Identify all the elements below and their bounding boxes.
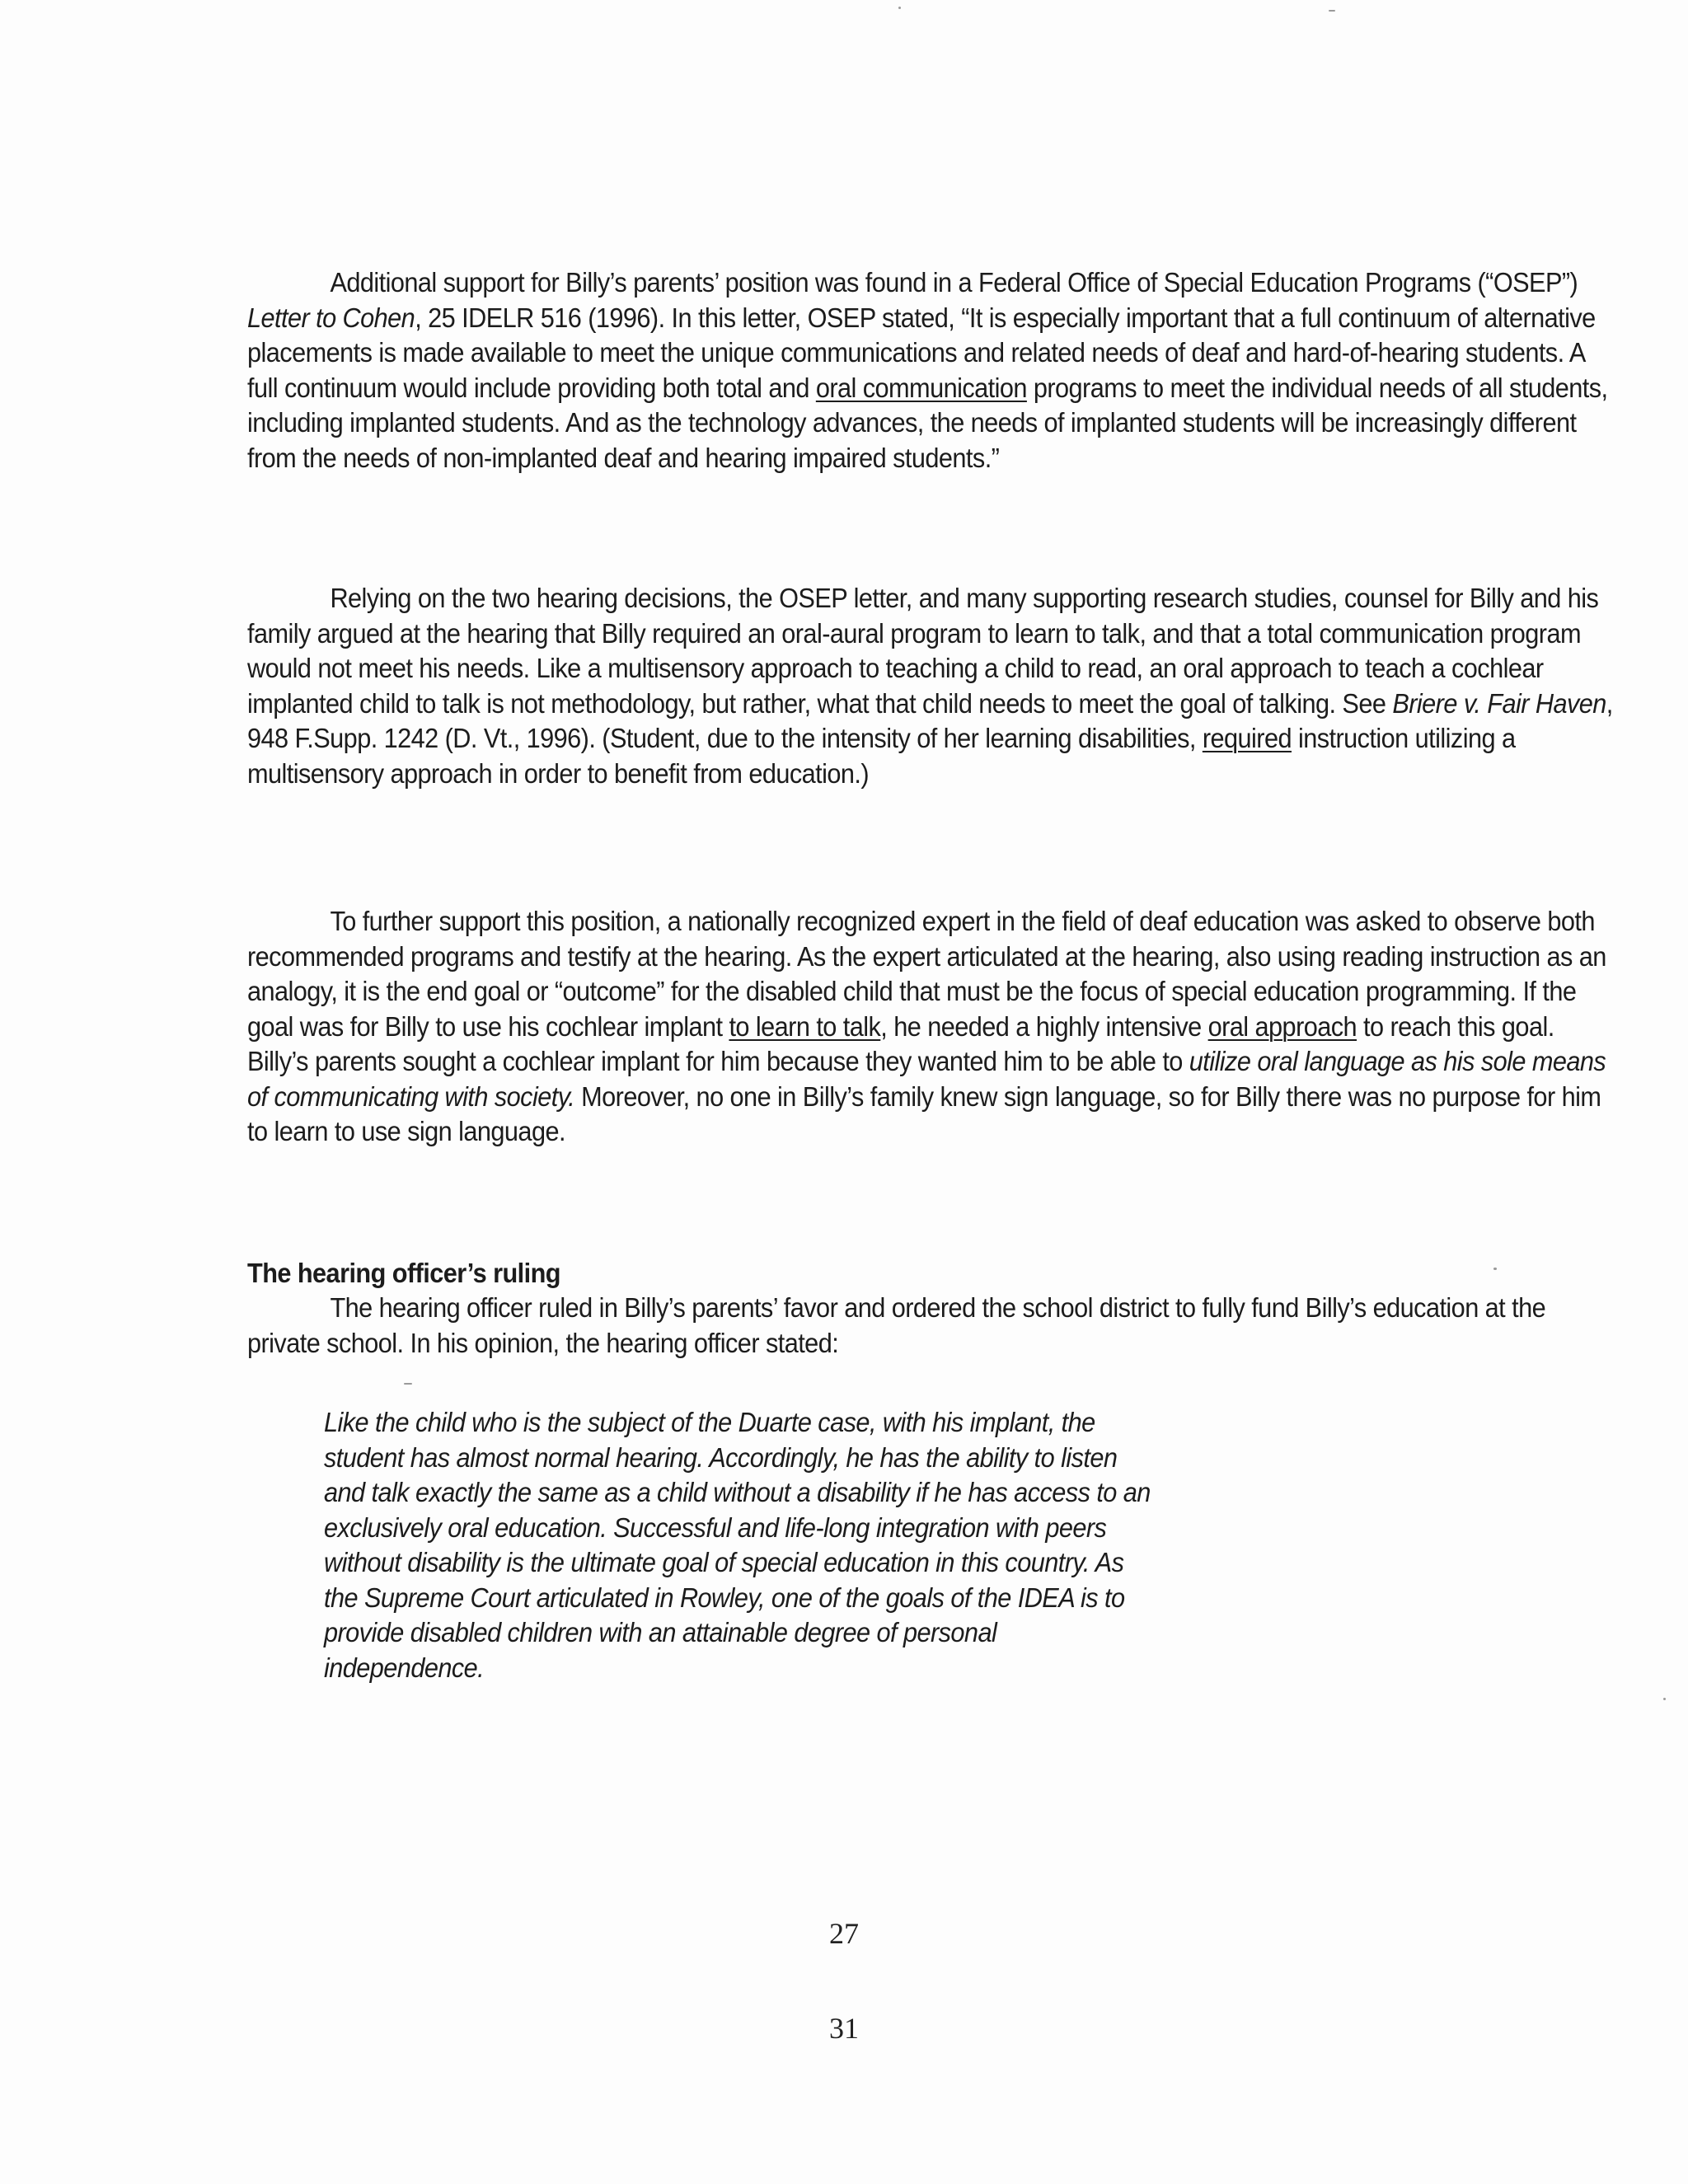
paragraph-expert-testimony — [247, 904, 1620, 1150]
section-heading: The hearing officer’s ruling — [247, 1258, 560, 1288]
case-citation: Briere v. Fair Haven — [1392, 687, 1606, 719]
scan-speck — [1329, 10, 1335, 12]
text-run: programs to meet the individual needs of all students, including implanted students. And as the technology advances, the needs of implanted students will be increasingly different from the needs of non-implanted deaf and hearing impaired students.” — [247, 372, 1608, 473]
underlined-phrase: required — [1202, 723, 1292, 753]
text-run: Moreover, no one in Billy’s family knew sign language, so for Billy there was no purpose for him to learn to use sign language. — [247, 1080, 1601, 1146]
scan-speck — [1663, 1698, 1666, 1700]
paragraph-counsel-argument — [247, 581, 1620, 791]
text-run: Relying on the two hearing decisions, the OSEP letter, and many supporting research studies, counsel for Billy and his family argued at the hearing that Billy required an oral-aural program to learn to talk, and that a total communication program would not meet his needs. Like a multisensory approach to teaching a child to read, an oral approach to teach a cochlear implanted child to talk is not methodology, but rather, what that child needs to meet the goal of talking. See — [247, 583, 1599, 719]
scan-speck — [898, 7, 901, 9]
text-run: , 948 F.Supp. 1242 (D. Vt., 1996). (Student, due to the intensity of her learning disabilities, — [247, 687, 1613, 753]
block-quote: Like the child who is the subject of the Duarte case, with his implant, the student has almost normal hearing. Accordingly, he has the ability to listen and talk exactly the same as a child without a disability if he has access to an exclusively oral education. Successful and life-long integration with peers without disability is the ultimate goal of special education in this country. As the Supreme Court articulated in Rowley, one of the goals of the IDEA is to provide disabled children with an attainable degree of personal independence. — [324, 1407, 1151, 1683]
underlined-phrase: oral approach — [1207, 1010, 1357, 1042]
page-number: 27 — [829, 1917, 859, 1950]
paragraph-ruling: The hearing officer ruled in Billy’s parents’ favor and ordered the school district to fully fund Billy’s education at the private school. In his opinion, the hearing officer stated: — [247, 1292, 1546, 1358]
paragraph-osep-letter — [247, 265, 1620, 476]
text-run: instruction utilizing a multisensory approach in order to benefit from education.) — [247, 723, 1516, 789]
page-number: 31 — [829, 2012, 859, 2045]
underlined-phrase: oral communication — [815, 372, 1027, 403]
case-citation: Letter to Cohen — [247, 302, 415, 333]
text-run: , he needed a highly intensive — [880, 1010, 1208, 1042]
underlined-phrase: to learn to talk — [729, 1010, 881, 1042]
scan-speck — [404, 1383, 412, 1385]
text-run: Additional support for Billy’s parents’ position was found in a Federal Office of Special Education Programs (“OSEP”) — [330, 267, 1578, 298]
text-run: to reach this goal. Billy’s parents sought a cochlear implant for him because they wanted him to be able to — [247, 1010, 1554, 1076]
italic-phrase: utilize oral language as his sole means of communicating with society. — [247, 1046, 1606, 1112]
text-run: To further support this position, a nationally recognized expert in the field of deaf education was asked to observe both recommended programs and testify at the hearing. As the expert articulated at the hearing, also using reading instruction as an analogy, it is the end goal or “outcome” for the disabled child that must be the focus of special education programming. If the goal was for Billy to use his cochlear implant — [247, 906, 1606, 1042]
text-run: , 25 IDELR 516 (1996). In this letter, OSEP stated, “It is especially important that a full continuum of alternative placements is made available to meet the unique communications and related needs of deaf and hard-of-hearing students. A full continuum would include providing both total and — [247, 302, 1596, 403]
